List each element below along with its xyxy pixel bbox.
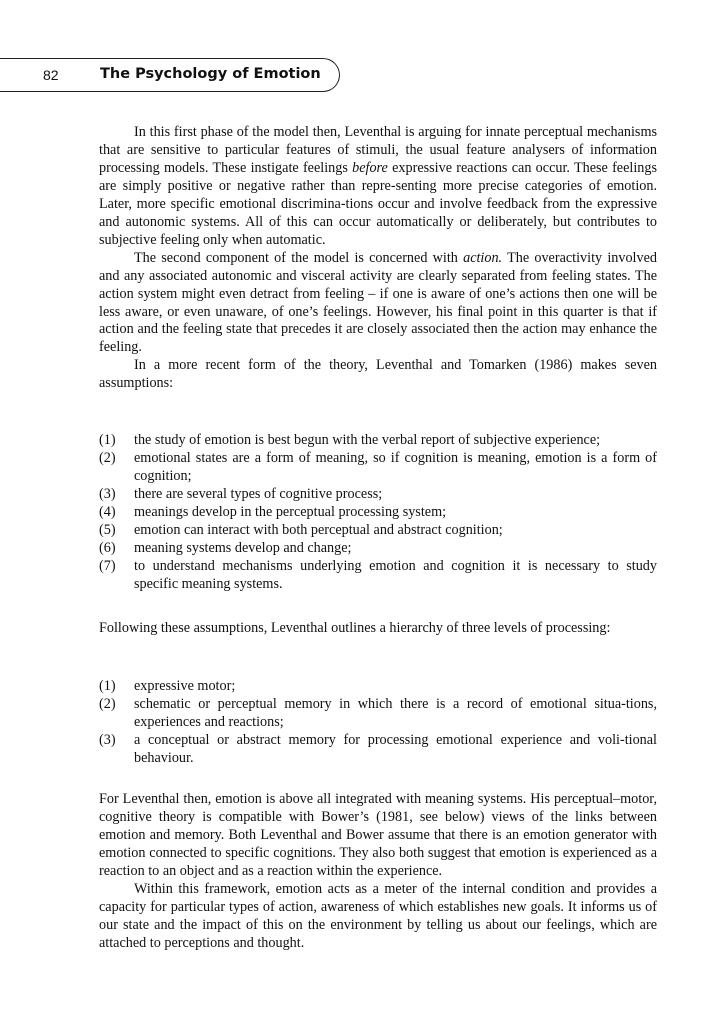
list-item: (7) to understand mechanisms underlying emotion and cognition it is necessary to study specific meaning systems. xyxy=(99,557,657,592)
section-meaning-systems xyxy=(99,791,657,953)
section-leventhal-model xyxy=(99,124,657,393)
list-item: (3) a conceptual or abstract memory for processing emotional experience and voli-tional behaviour. xyxy=(99,731,657,766)
assumptions-list xyxy=(99,432,657,594)
paragraph-recent-form: In a more recent form of the theory, Leventhal and Tomarken (1986) makes seven assumptions: xyxy=(99,357,657,392)
paragraph-framework: Within this framework, emotion acts as a meter of the internal condition and provides a capacity for particular types of action, awareness of which establishes new goals. It informs us of our state and the impact of this on the environment by telling us about our feelings, which are attached to perceptions and thought. xyxy=(99,880,657,951)
paragraph-action-component: The second component of the model is concerned with action. The overactivity involved and any associated autonomic and visceral activity are clearly separated from feeling states. The action system might even detract from feeling – if one is aware of one’s actions then one will be less aware, or even unaware, of one’s feelings. However, his final point in this quarter is that if action and the feeling state that precedes it are closely associated then the action may enhance the feeling. xyxy=(99,249,657,356)
paragraph-first-phase: In this first phase of the model then, Leventhal is arguing for innate perceptual mechanisms that are sensitive to particular features of stimuli, the usual feature analysers of information processing models. These instigate feelings before expressive reactions can occur. These feelings are simply positive or negative rather than repre-senting more precise categories of emotion. Later, more specific emotional discrimina-tions occur and involve feedback from the expressive and autonomic systems. All of this can occur automatically or deliberately, but contributes to subjective feeling only when automatic. xyxy=(99,124,657,248)
list-item: (2) emotional states are a form of meaning, so if cognition is meaning, emotion is a form of cognition; xyxy=(99,449,657,484)
list-item: (1) expressive motor; xyxy=(99,678,236,694)
list-item: (6) meaning systems develop and change; xyxy=(99,539,352,556)
processing-levels-list xyxy=(99,678,657,768)
paragraph-leventhal-bower: For Leventhal then, emotion is above all integrated with meaning systems. His perceptual–motor, cognitive theory is compatible with Bower’s (1981, see below) views of the links between emotion and memory. Both Leventhal and Bower assume that there is an emotion generator with emotion connected to specific cognitions. They also both suggest that emotion is experienced as a reaction to an object and as a reaction within the experience. xyxy=(99,791,657,879)
running-title: The Psychology of Emotion xyxy=(100,66,321,82)
list-item: (1) the study of emotion is best begun with the verbal report of subjective experience; xyxy=(99,432,601,448)
list-item: (5) emotion can interact with both perceptual and abstract cognition; xyxy=(99,521,503,538)
section-hierarchy-intro xyxy=(99,620,657,638)
list-item: (2) schematic or perceptual memory in which there is a record of emotional situa-tions, experiences and reactions; xyxy=(99,695,657,730)
list-item: (3) there are several types of cognitive process; xyxy=(99,485,383,502)
page-number: 82 xyxy=(43,67,59,83)
list-item: (4) meanings develop in the perceptual processing system; xyxy=(99,503,447,520)
paragraph-hierarchy: Following these assumptions, Leventhal outlines a hierarchy of three levels of processing: xyxy=(99,620,611,636)
